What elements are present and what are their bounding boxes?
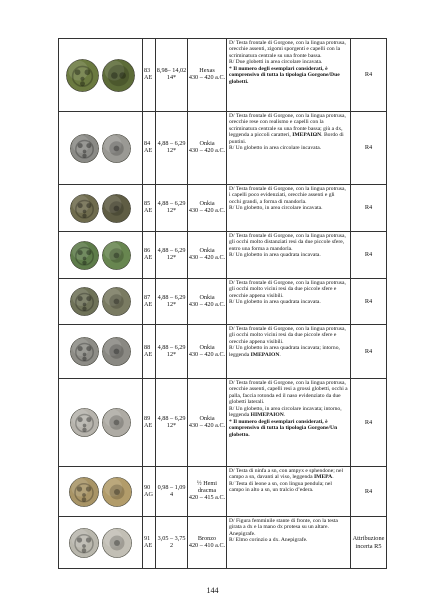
weight-range: 8,98– 14,02 <box>156 67 187 75</box>
catalog-row <box>59 232 387 279</box>
specimen-count: 12* <box>166 207 177 214</box>
rarity: R4 <box>364 487 373 495</box>
coin-reverse-image <box>102 287 131 316</box>
coin-reverse-image <box>102 194 131 223</box>
rarity: R4 <box>364 144 373 152</box>
catalog-number-cell <box>143 185 156 232</box>
catalog-number: 87 <box>144 293 151 301</box>
reverse-text: R/ Elmo corinzio a dx. Anepigrafe. <box>229 537 308 544</box>
reverse-text: R/ Un globetto in area circolare incavata. <box>229 145 322 152</box>
description-cell <box>227 517 351 569</box>
coin-obverse-image <box>69 528 99 558</box>
denomination: Hexas <box>199 67 215 75</box>
obverse-description <box>229 113 348 145</box>
reverse-description <box>229 406 348 419</box>
weight-cell <box>156 379 188 467</box>
coin-reverse-image <box>102 59 135 92</box>
reverse-description <box>229 345 348 358</box>
coin-images <box>59 279 143 325</box>
specimen-count: 12* <box>166 350 177 358</box>
description-cell <box>227 112 351 185</box>
catalog-row <box>59 467 387 517</box>
rarity-cell <box>351 232 387 279</box>
obverse-text: D/ Testa frontale di Gorgone, con la lingua protrusa, i capelli poco evidenziati, orecchie assenti e gli occhi grandi, a forma di mandorla. <box>229 186 346 205</box>
reverse-text: R/ Un globetto in area quadrata incavata. <box>229 299 321 306</box>
catalog-row <box>59 279 387 325</box>
rarity: R4 <box>364 347 373 355</box>
weight-cell <box>156 467 188 517</box>
denomination-cell <box>188 39 227 112</box>
description-cell <box>227 279 351 325</box>
metal: AE <box>144 300 153 308</box>
description-cell <box>227 467 351 517</box>
date-range: 430 – 420 a.C. <box>188 300 226 308</box>
denomination-cell <box>188 112 227 185</box>
description-cell <box>227 325 351 379</box>
denomination-cell <box>188 232 227 279</box>
obverse-tail: . Bordo di puntini. <box>229 132 344 145</box>
catalog-number-cell <box>143 232 156 279</box>
description-cell <box>227 185 351 232</box>
coin-reverse-image <box>102 477 132 507</box>
obverse-tail: . <box>332 474 334 481</box>
coin-reverse-image <box>102 134 131 163</box>
reverse-text: R/ Un globetto in area quadrata incavata. <box>229 252 321 259</box>
obverse-text: D/ Testa frontale di Gorgone, con la lingua protrusa, orecchie assenti, zigomi sporgenti e capelli con la scriminatura centrale su una fronte bassa. <box>229 40 346 59</box>
reverse-tail: . <box>279 351 281 358</box>
coin-obverse-image <box>70 194 99 223</box>
specimen-count: 12* <box>166 254 177 261</box>
weight-range: 4,88 – 6,29 <box>157 414 186 422</box>
catalog-number-cell <box>143 279 156 325</box>
catalog-row <box>59 379 387 467</box>
date-range: 430 – 420 a.C. <box>188 350 226 358</box>
catalog-number: 91 <box>144 534 151 542</box>
rarity-cell <box>351 467 387 517</box>
coin-reverse-image <box>102 528 132 558</box>
catalog-number: 88 <box>144 343 151 351</box>
catalog-number: 85 <box>144 200 151 208</box>
coin-images <box>59 112 143 185</box>
coin-obverse-image <box>70 337 99 366</box>
reverse-text: R/ Un globetto, in area circolare incavata; intorno, leggenda <box>229 405 342 419</box>
coin-catalog-table <box>58 38 387 569</box>
obverse-legend: IMEPAIΩN <box>292 132 322 139</box>
catalog-number: 90 <box>144 483 151 491</box>
coin-obverse-image <box>70 241 99 270</box>
obverse-text: D/ Testa frontale di Gorgone, con la lingua protrusa, gli occhi molto vicini resi da due piccole sfere e orecchie appena visibili. <box>229 326 346 345</box>
coin-obverse-image <box>70 134 99 163</box>
note-text: * Il numero degli esemplari considerati, è comprensivo di tutta la tipologia Gorgone/Un globetto. <box>229 418 338 438</box>
catalog-row <box>59 185 387 232</box>
reverse-text: R/ Un globetto, in area circolare incavata. <box>229 205 323 212</box>
obverse-description <box>229 40 348 59</box>
catalog-number: 86 <box>144 247 151 255</box>
denomination-cell <box>188 517 227 569</box>
catalog-body <box>59 39 387 569</box>
weight-range: 0,98 – 1,09 <box>157 483 186 491</box>
denomination: Onkia <box>199 200 215 208</box>
description-cell <box>227 232 351 279</box>
obverse-legend: IMEPA <box>313 474 333 481</box>
coin-reverse-image <box>102 337 131 366</box>
coin-images <box>59 517 143 569</box>
denomination-cell <box>188 185 227 232</box>
obverse-description <box>229 326 348 345</box>
weight-cell <box>156 517 188 569</box>
metal: AE <box>144 207 153 214</box>
obverse-description <box>229 280 348 299</box>
denomination: ½ Hemi dracma <box>197 480 217 495</box>
coin-images <box>59 39 143 112</box>
catalog-row <box>59 39 387 112</box>
denomination-cell <box>188 279 227 325</box>
rarity: Attribuzione incerta R5 <box>352 535 385 550</box>
denomination-cell <box>188 467 227 517</box>
specimen-note <box>229 419 348 438</box>
weight-range: 4,88 – 6,29 <box>157 200 186 208</box>
metal: AE <box>144 147 153 154</box>
denomination-cell <box>188 325 227 379</box>
note-text: * Il numero degli esemplari considerati, è comprensivo di tutta la tipologia Gorgone/Due globetti. <box>229 65 340 85</box>
specimen-note <box>229 66 348 85</box>
obverse-description <box>229 518 348 537</box>
catalog-row <box>59 517 387 569</box>
weight-cell <box>156 112 188 185</box>
date-range: 430 – 420 a.C. <box>188 421 226 429</box>
reverse-legend: HIMEPAION <box>250 412 284 419</box>
coin-reverse-image <box>102 241 131 270</box>
specimen-count: 2 <box>169 541 174 549</box>
reverse-description <box>229 481 348 494</box>
denomination: Onkia <box>199 343 215 351</box>
specimen-count: 12* <box>166 300 177 308</box>
coin-obverse-image <box>70 408 99 437</box>
reverse-text: R/ Testa di leone a sn, con lingua pendula; nel campo in alto a sn, un tralcio d’edera. <box>229 480 332 494</box>
description-cell <box>227 39 351 112</box>
obverse-text: D/ Testa di ninfa a sn, con ampyx e sphendone; nel campo a sn, davanti al viso, leggenda <box>229 468 343 481</box>
specimen-count: 12* <box>166 147 177 154</box>
coin-images <box>59 467 143 517</box>
weight-cell <box>156 279 188 325</box>
reverse-description <box>229 252 348 258</box>
rarity-cell <box>351 112 387 185</box>
obverse-description <box>229 233 348 252</box>
metal: AE <box>144 421 153 429</box>
rarity: R4 <box>364 204 373 212</box>
weight-cell <box>156 185 188 232</box>
coin-images <box>59 325 143 379</box>
catalog-number: 84 <box>144 140 151 148</box>
coin-reverse-image <box>102 408 131 437</box>
catalog-number: 83 <box>144 67 151 75</box>
denomination: Bronzo <box>197 534 217 542</box>
obverse-text: D/ Testa frontale di Gorgone, con la lingua protrusa, orecchie rese con realismo e capelli con la scriminatura centrale su una fronte bassa; giù a dx, leggenda a piccoli caratteri, <box>229 113 346 139</box>
coin-obverse-image <box>66 59 99 92</box>
obverse-text: D/ Testa frontale di Gorgone, con la lingua protrusa, gli occhi molto vicini resi da due piccole sfere e orecchie appena visibili. <box>229 280 346 299</box>
reverse-tail: . <box>283 412 286 419</box>
rarity-cell <box>351 39 387 112</box>
description-cell <box>227 379 351 467</box>
reverse-description <box>229 205 348 211</box>
obverse-text: D/ Testa frontale di Gorgone, con la lingua protrusa, gli occhi molto distanziati resi da due piccole sfere, entro una forma a mandorla. <box>229 233 346 252</box>
rarity-cell <box>351 325 387 379</box>
metal: AE <box>144 541 153 549</box>
obverse-text: D/ Testa frontale di Gorgone, con la lingua protrusa, orecchie assenti, capelli resi a grossi globetti, occhi a palla, faccia rotonda ed il naso evidenziato da due globetti laterali. <box>229 380 348 406</box>
catalog-number-cell <box>143 112 156 185</box>
coin-images <box>59 379 143 467</box>
rarity-cell <box>351 517 387 569</box>
obverse-description <box>229 186 348 205</box>
weight-cell <box>156 232 188 279</box>
date-range: 420 – 415 a.C. <box>188 493 226 501</box>
coin-obverse-image <box>69 477 99 507</box>
reverse-description <box>229 145 348 151</box>
rarity: R4 <box>364 418 373 426</box>
weight-range: 4,88 – 6,29 <box>157 293 186 301</box>
specimen-count: 12* <box>166 421 177 429</box>
weight-range: 4,88 – 6,29 <box>157 140 186 148</box>
rarity-cell <box>351 185 387 232</box>
metal: AE <box>144 74 153 81</box>
weight-range: 3,05 – 3,75 <box>157 534 186 542</box>
reverse-text: R/ Due globetti in area circolare incavata. <box>229 59 323 66</box>
weight-range: 4,88 – 6,29 <box>157 247 186 255</box>
catalog-number-cell <box>143 467 156 517</box>
reverse-text: R/ Un globetto in area quadrata incavata; intorno, leggenda <box>229 345 340 358</box>
page-number: 144 <box>206 586 219 595</box>
denomination: Onkia <box>199 414 215 422</box>
metal: AE <box>144 350 153 358</box>
coin-images <box>59 232 143 279</box>
rarity: R4 <box>364 251 373 259</box>
obverse-description <box>229 468 348 481</box>
coin-obverse-image <box>70 287 99 316</box>
catalog-number-cell <box>143 517 156 569</box>
reverse-description <box>229 299 348 305</box>
date-range: 430 – 420 a.C. <box>188 74 226 81</box>
weight-cell <box>156 39 188 112</box>
denomination-cell <box>188 379 227 467</box>
date-range: 430 – 420 a.C. <box>188 147 226 154</box>
weight-range: 4,88 – 6,29 <box>157 343 186 351</box>
weight-cell <box>156 325 188 379</box>
catalog-number-cell <box>143 39 156 112</box>
catalog-number-cell <box>143 379 156 467</box>
rarity: R4 <box>364 71 373 79</box>
rarity: R4 <box>364 297 373 305</box>
date-range: 430 – 420 a.C. <box>188 207 226 214</box>
denomination: Onkia <box>199 140 215 148</box>
reverse-legend: IMEPAION <box>250 351 280 358</box>
date-range: 430 – 420 a.C. <box>188 254 226 261</box>
obverse-description <box>229 380 348 406</box>
catalog-number-cell <box>143 325 156 379</box>
specimen-count: 14* <box>166 74 177 81</box>
metal: AE <box>144 254 153 261</box>
metal: AG <box>144 490 153 498</box>
coin-images <box>59 185 143 232</box>
obverse-text: D/ Figura femminile stante di fronte, con la testa girata a dx e la mano dx protesa su un altare. Anepigrafe. <box>229 518 338 537</box>
reverse-description <box>229 537 348 543</box>
rarity-cell <box>351 279 387 325</box>
catalog-row <box>59 325 387 379</box>
date-range: 420 – 410 a.C. <box>188 541 226 549</box>
rarity-cell <box>351 379 387 467</box>
denomination: Onkia <box>199 247 215 255</box>
denomination: Onkia <box>199 293 215 301</box>
catalog-row <box>59 112 387 185</box>
specimen-count: 4 <box>169 490 174 498</box>
catalog-number: 89 <box>144 414 151 422</box>
